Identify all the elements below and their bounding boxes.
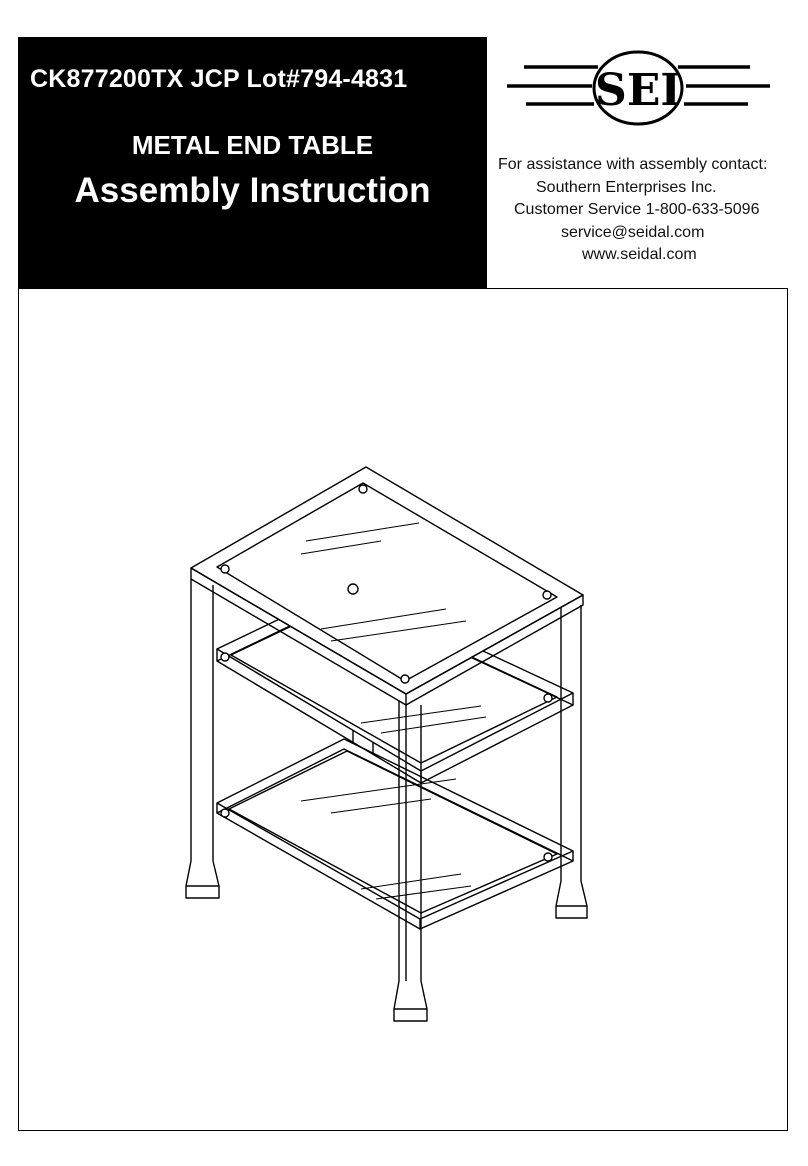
contact-email[interactable]: service@seidal.com bbox=[561, 223, 705, 241]
illustration-frame bbox=[18, 288, 788, 1131]
metal-end-table-drawing-icon bbox=[19, 289, 789, 1132]
contact-info bbox=[490, 154, 795, 267]
contact-website[interactable]: www.seidal.com bbox=[582, 246, 697, 263]
sei-logo-icon bbox=[502, 42, 772, 142]
right-leg bbox=[556, 605, 587, 918]
contact-company: Southern Enterprises Inc. bbox=[536, 178, 717, 196]
contact-heading: For assistance with assembly contact: bbox=[498, 156, 768, 173]
product-name: METAL END TABLE bbox=[131, 130, 374, 160]
doc-title: Assembly Instruction bbox=[74, 171, 431, 210]
left-leg bbox=[186, 579, 219, 898]
logo-text: SEI bbox=[595, 65, 681, 116]
contact-phone: Customer Service 1-800-633-5096 bbox=[514, 201, 760, 218]
header-block bbox=[18, 37, 487, 288]
product-code: CK877200TX JCP Lot#794-4831 bbox=[30, 65, 408, 93]
